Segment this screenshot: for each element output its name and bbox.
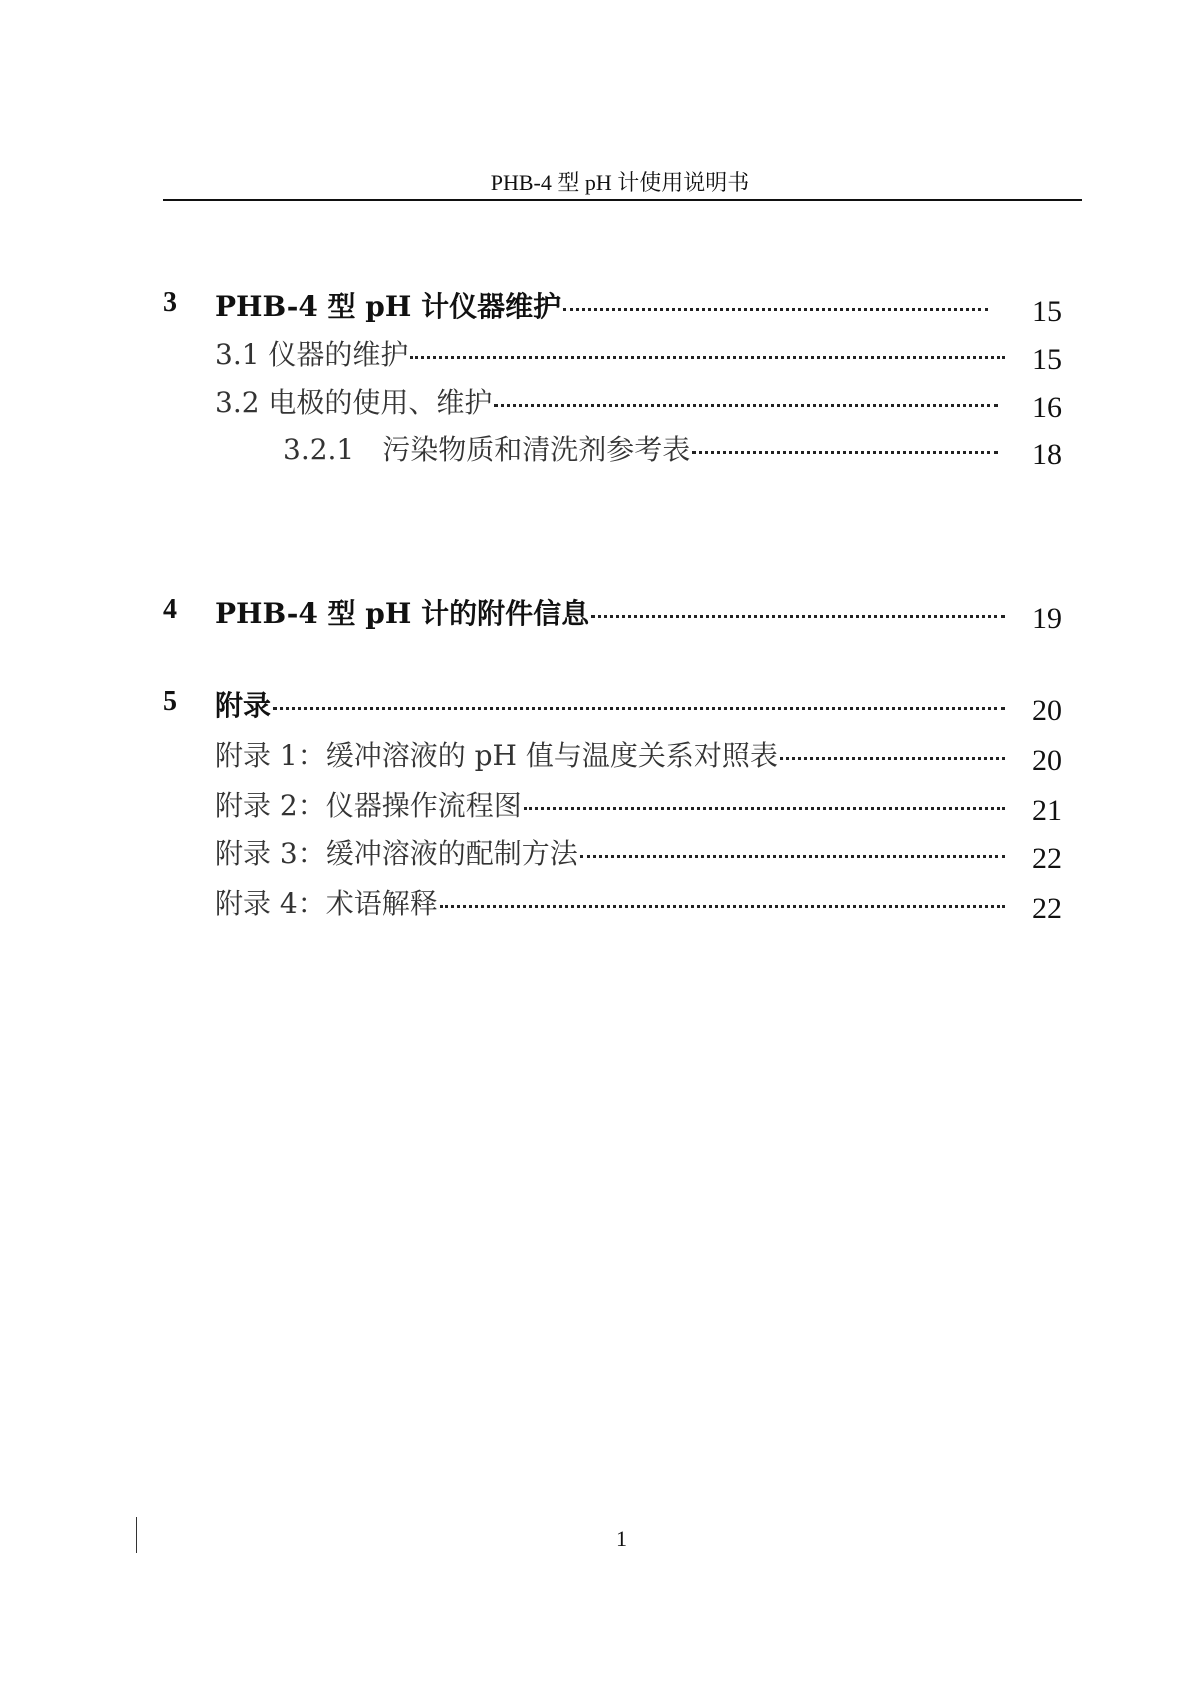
toc-entry[interactable] [0,832,1200,875]
toc-entry[interactable] [0,428,1200,471]
toc-entry[interactable] [0,333,1200,376]
margin-bar [136,1517,137,1553]
toc-page-number: 15 [1032,295,1062,328]
header-rule [163,199,1082,201]
toc-section-number: 5 [163,686,177,717]
toc-section-number: 3 [163,287,177,318]
toc-entry[interactable] [0,734,1200,777]
toc-title[interactable]: 3.1 仪器的维护 [215,338,409,371]
toc-leader-dots [273,704,1005,710]
toc-page-number: 20 [1032,694,1062,727]
toc-page-number: 22 [1032,892,1062,925]
toc-entry[interactable] [0,285,1200,328]
toc-leader-dots [494,401,998,407]
toc-leader-dots [563,305,988,311]
toc-leader-dots [410,353,1005,359]
toc-leader-dots [692,448,998,454]
toc-entry[interactable] [0,381,1200,424]
toc-entry[interactable] [0,592,1200,635]
toc-leader-dots [580,852,1005,858]
toc-leader-dots [591,612,1005,618]
toc-title[interactable]: 附录 [215,689,272,722]
toc-page-number: 22 [1032,842,1062,875]
toc-title[interactable]: 附录 2：仪器操作流程图 [215,789,522,822]
toc-page-number: 18 [1032,438,1062,471]
toc-page-number: 15 [1032,343,1062,376]
toc-leader-dots [524,804,1005,810]
toc-title[interactable]: 附录 3：缓冲溶液的配制方法 [215,837,578,870]
toc-section-number: 4 [163,594,177,625]
toc-entry[interactable] [0,684,1200,727]
toc-title[interactable]: 附录 4：术语解释 [215,887,438,920]
toc-page-number: 21 [1032,794,1062,827]
toc-leader-dots [440,902,1005,908]
toc-leader-dots [780,754,1005,760]
toc-page-number: 19 [1032,602,1062,635]
toc-page-number: 16 [1032,391,1062,424]
toc-title[interactable]: 附录 1：缓冲溶液的 pH 值与温度关系对照表 [215,739,778,772]
running-header: PHB-4 型 pH 计使用说明书 [490,170,750,195]
toc-entry[interactable] [0,784,1200,827]
page-number: 1 [616,1526,627,1551]
toc-title[interactable]: PHB-4 型 pH 计的附件信息 [215,597,590,630]
toc-page-number: 20 [1032,744,1062,777]
toc-title[interactable]: PHB-4 型 pH 计仪器维护 [215,290,562,323]
toc-entry[interactable] [0,882,1200,925]
toc-title[interactable]: 3.2 电极的使用、维护 [215,386,493,419]
toc-title[interactable]: 3.2.1 污染物质和清洗剂参考表 [283,433,691,466]
